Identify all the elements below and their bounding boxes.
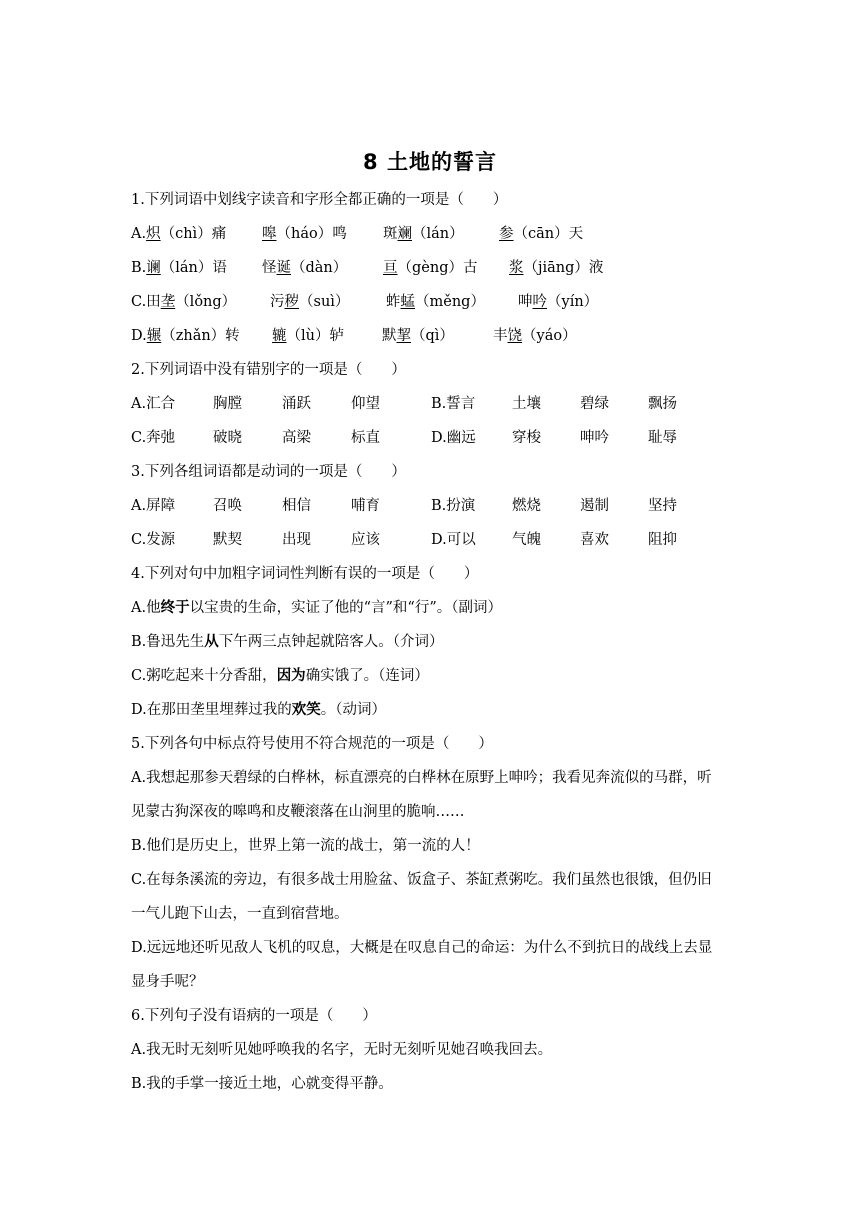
- q2-word: 土壤: [512, 396, 541, 412]
- q3-word: 默契: [213, 532, 242, 548]
- q3-stem: 3.下列各组词语都是动词的一项是（ ）: [131, 464, 406, 480]
- q3-word: 相信: [282, 498, 311, 514]
- q1-c-item-1: C.田垄（lǒng）: [131, 294, 237, 310]
- q3-row-cd: [131, 530, 731, 550]
- q5-option-d-line2: 显身手呢？: [131, 974, 204, 990]
- q3-word: D.可以: [431, 532, 476, 548]
- q1-option-a: [131, 224, 731, 244]
- q2-word: D.幽远: [431, 430, 476, 446]
- q3-word: 哺育: [351, 498, 380, 514]
- q2-stem: 2.下列词语中没有错别字的一项是（ ）: [131, 362, 406, 378]
- q3-row-ab: [131, 496, 731, 516]
- q3-word: 出现: [282, 532, 311, 548]
- q2-word: 仰望: [351, 396, 380, 412]
- q2-word: 耻辱: [648, 430, 677, 446]
- q1-c-item-3: 蚱蜢（měng）: [386, 294, 485, 310]
- q6-stem: 6.下列句子没有语病的一项是（ ）: [131, 1008, 377, 1024]
- q3-word: 坚持: [648, 498, 677, 514]
- q2-word: 穿梭: [512, 430, 541, 446]
- q5-option-c-line2: 一气儿跑下山去，一直到宿营地。: [131, 906, 349, 922]
- q1-c-item-4: 呻吟（yín）: [518, 294, 599, 310]
- q1-d-item-1: D.辗（zhǎn）转: [131, 328, 240, 344]
- q1-a-item-2: 嗥（háo）鸣: [262, 226, 347, 242]
- q1-stem: 1.下列词语中划线字读音和字形全都正确的一项是（ ）: [131, 192, 508, 208]
- q4-option-a: A.他终于以宝贵的生命，实证了他的“言”和“行”。（副词）: [131, 599, 502, 616]
- q5-option-d-line1: D.远远地还听见敌人飞机的叹息，大概是在叹息自己的命运：为什么不到抗日的战线上去显: [131, 940, 713, 956]
- q1-d-item-4: 丰饶（yáo）: [493, 328, 577, 344]
- q3-word: 气魄: [512, 532, 541, 548]
- q3-word: 喜欢: [580, 532, 609, 548]
- q1-d-item-3: 默挈（qì）: [382, 328, 454, 344]
- q2-word: 破晓: [213, 430, 242, 446]
- q3-word: C.发源: [131, 532, 176, 548]
- q3-word: 应该: [351, 532, 380, 548]
- q5-stem: 5.下列各句中标点符号使用不符合规范的一项是（ ）: [131, 736, 493, 752]
- q2-word: 涌跃: [282, 396, 311, 412]
- q1-a-item-1: A.炽（chì）痛: [131, 226, 227, 242]
- q3-word: B.扮演: [431, 498, 476, 514]
- q4-option-b: B.鲁迅先生从下午两三点钟起就陪客人。（介词）: [131, 633, 444, 650]
- q2-word: C.奔弛: [131, 430, 176, 446]
- q1-d-item-2: 辘（lù）轳: [272, 328, 344, 344]
- q3-word: 燃烧: [512, 498, 541, 514]
- q1-a-item-3: 斑斓（lán）: [383, 226, 464, 242]
- q1-a-item-4: 参（cān）天: [499, 226, 584, 242]
- page-title: 8 土地的誓言: [363, 150, 497, 174]
- q2-word: A.汇合: [131, 396, 176, 412]
- q1-option-b: [131, 258, 731, 278]
- q2-word: 高梁: [282, 430, 311, 446]
- q5-option-b: B.他们是历史上，世界上第一流的战士，第一流的人！: [131, 838, 480, 854]
- q2-word: 呻吟: [580, 430, 609, 446]
- q5-option-c-line1: C.在每条溪流的旁边，有很多战士用脸盆、饭盒子、茶缸煮粥吃。我们虽然也很饿，但仍旧: [131, 872, 712, 888]
- q4-stem: 4.下列对句中加粗字词词性判断有误的一项是（ ）: [131, 566, 479, 582]
- q5-option-a-line2: 见蒙古狗深夜的嗥鸣和皮鞭滚落在山涧里的脆响……: [131, 804, 465, 820]
- q4-option-d: D.在那田垄里埋葬过我的欢笑。（动词）: [131, 701, 386, 718]
- q2-row-ab: [131, 394, 731, 414]
- q1-b-item-1: B.谰（lán）语: [131, 260, 227, 276]
- q6-option-a: A.我无时无刻听见她呼唤我的名字，无时无刻听见她召唤我回去。: [131, 1042, 553, 1058]
- q1-option-c: [131, 292, 731, 312]
- q2-row-cd: [131, 428, 731, 448]
- q2-word: 标直: [351, 430, 380, 446]
- q3-word: 遏制: [580, 498, 609, 514]
- q2-word: 胸膛: [213, 396, 242, 412]
- q6-option-b: B.我的手掌一接近土地，心就变得平静。: [131, 1076, 393, 1092]
- q2-word: 飘扬: [648, 396, 677, 412]
- q2-word: 碧绿: [580, 396, 609, 412]
- q3-word: A.屏障: [131, 498, 176, 514]
- q1-b-item-3: 亘（gèng）古: [383, 260, 478, 276]
- q4-option-c: C.粥吃起来十分香甜，因为确实饿了。（连词）: [131, 667, 429, 684]
- q2-word: B.誓言: [431, 396, 476, 412]
- q3-word: 阻抑: [648, 532, 677, 548]
- q3-word: 召唤: [213, 498, 242, 514]
- q1-b-item-2: 怪诞（dàn）: [262, 260, 348, 276]
- q1-b-item-4: 浆（jiāng）液: [509, 260, 604, 276]
- q1-c-item-2: 污秽（suì）: [270, 294, 350, 310]
- q5-option-a-line1: A.我想起那参天碧绿的白桦林，标直漂亮的白桦林在原野上呻吟；我看见奔流似的马群，听: [131, 770, 712, 786]
- q1-option-d: [131, 326, 731, 346]
